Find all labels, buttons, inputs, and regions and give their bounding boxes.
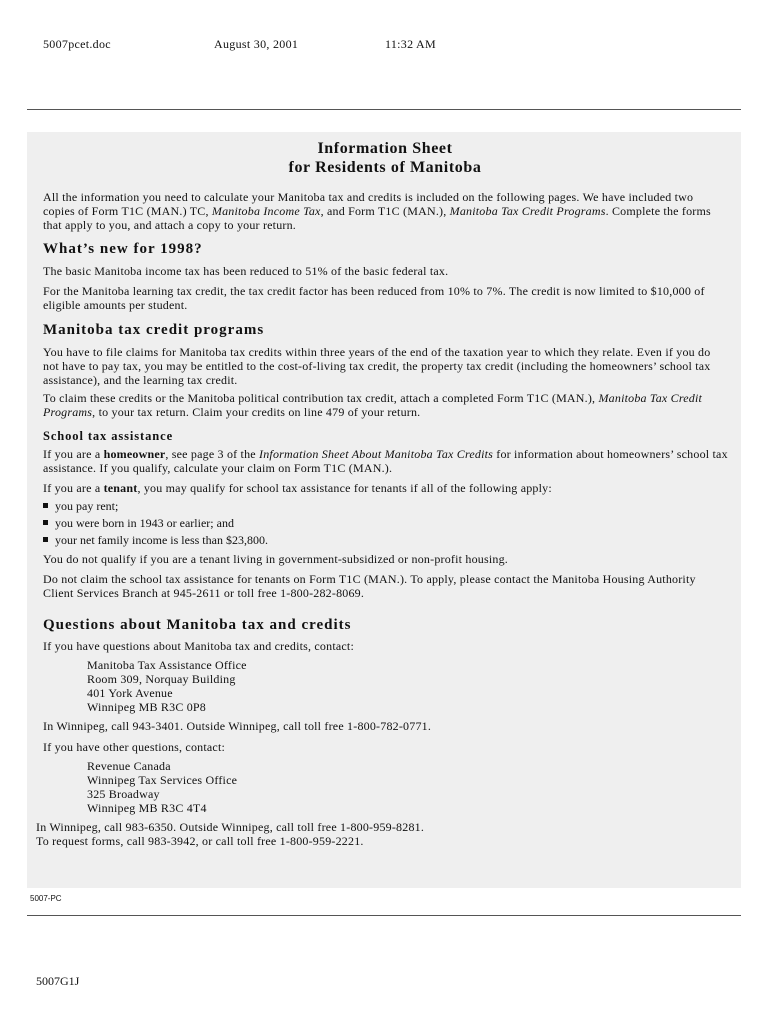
address-line: 325 Broadway: [87, 787, 160, 801]
address-line: Winnipeg Tax Services Office: [87, 773, 238, 787]
title-line-2: for Residents of Manitoba: [288, 159, 482, 176]
questions-paragraph-1: If you have questions about Manitoba tax and credits, contact:: [43, 639, 354, 653]
programs-paragraph-1: You have to file claims for Manitoba tax credits within three years of the end of the taxation year to which they relate. Even if you do not have to pay tax, you may be entitled to the cost-of-living tax credit, the property tax credit (including the homeowners’ school tax assistance), and the learning tax credit.: [43, 345, 711, 387]
bullet-icon: [43, 503, 48, 508]
bullet-icon: [43, 520, 48, 525]
footer-code: 5007G1J: [36, 974, 80, 988]
address-line: Room 309, Norquay Building: [87, 672, 236, 686]
top-rule: [27, 109, 741, 110]
heading-school-tax: School tax assistance: [43, 429, 174, 443]
header-filename: 5007pcet.doc: [43, 37, 111, 51]
title-line-1: Information Sheet: [317, 140, 453, 157]
address-line: Winnipeg MB R3C 4T4: [87, 801, 207, 815]
questions-paragraph-3: If you have other questions, contact:: [43, 740, 226, 754]
questions-paragraph-2: In Winnipeg, call 943-3401. Outside Winnipeg, call toll free 1-800-782-0771.: [43, 719, 432, 733]
address-line: Manitoba Tax Assistance Office: [87, 658, 247, 672]
form-code: 5007-PC: [30, 894, 62, 903]
questions-paragraph-4: In Winnipeg, call 983-6350. Outside Winnipeg, call toll free 1-800-959-8281.: [36, 820, 425, 834]
whats-new-paragraph-1: The basic Manitoba income tax has been reduced to 51% of the basic federal tax.: [43, 264, 449, 278]
school-apply-paragraph: Do not claim the school tax assistance for tenants on Form T1C (MAN.). To apply, please contact the Manitoba Housing Authority Client Services Branch at 945-2611 or toll free 1-800-282-8069.: [43, 572, 696, 600]
header-time: 11:32 AM: [385, 37, 436, 51]
list-item: you pay rent;: [43, 499, 118, 513]
whats-new-paragraph-2: For the Manitoba learning tax credit, the tax credit factor has been reduced from 10% to 7%. The credit is now limited to $10,000 of eligible amounts per student.: [43, 284, 705, 312]
bullet-icon: [43, 537, 48, 542]
heading-questions: Questions about Manitoba tax and credits: [43, 617, 352, 633]
school-tenant-paragraph: If you are a tenant, you may qualify for school tax assistance for tenants if all of the following apply:: [43, 481, 552, 495]
intro-paragraph: All the information you need to calculate your Manitoba tax and credits is included on the following pages. We have included two copies of Form T1C (MAN.) TC, Manitoba Income Tax, and Form T1C (MAN.), Manitoba Tax Credit Programs. Complete the forms that apply to you, and attach a copy to your return.: [43, 190, 711, 232]
programs-paragraph-2: To claim these credits or the Manitoba political contribution tax credit, attach a completed Form T1C (MAN.), Manitoba Tax Credit Programs, to your tax return. Claim your credits on line 479 of your return.: [43, 391, 703, 419]
list-item: you were born in 1943 or earlier; and: [43, 516, 234, 530]
address-line: 401 York Avenue: [87, 686, 173, 700]
bottom-rule: [27, 915, 741, 916]
address-line: Revenue Canada: [87, 759, 171, 773]
address-line: Winnipeg MB R3C 0P8: [87, 700, 206, 714]
heading-whats-new: What’s new for 1998?: [43, 241, 203, 257]
header-date: August 30, 2001: [214, 37, 299, 51]
list-item: your net family income is less than $23,800.: [43, 533, 268, 547]
questions-paragraph-5: To request forms, call 983-3942, or call toll free 1-800-959-2221.: [36, 834, 364, 848]
school-not-qualify-paragraph: You do not qualify if you are a tenant living in government-subsidized or non-profit housing.: [43, 552, 508, 566]
heading-programs: Manitoba tax credit programs: [43, 322, 265, 338]
school-homeowner-paragraph: If you are a homeowner, see page 3 of the Information Sheet About Manitoba Tax Credits for information about homeowners’ school tax assistance. If you qualify, calculate your claim on Form T1C (MAN.).: [43, 447, 728, 475]
